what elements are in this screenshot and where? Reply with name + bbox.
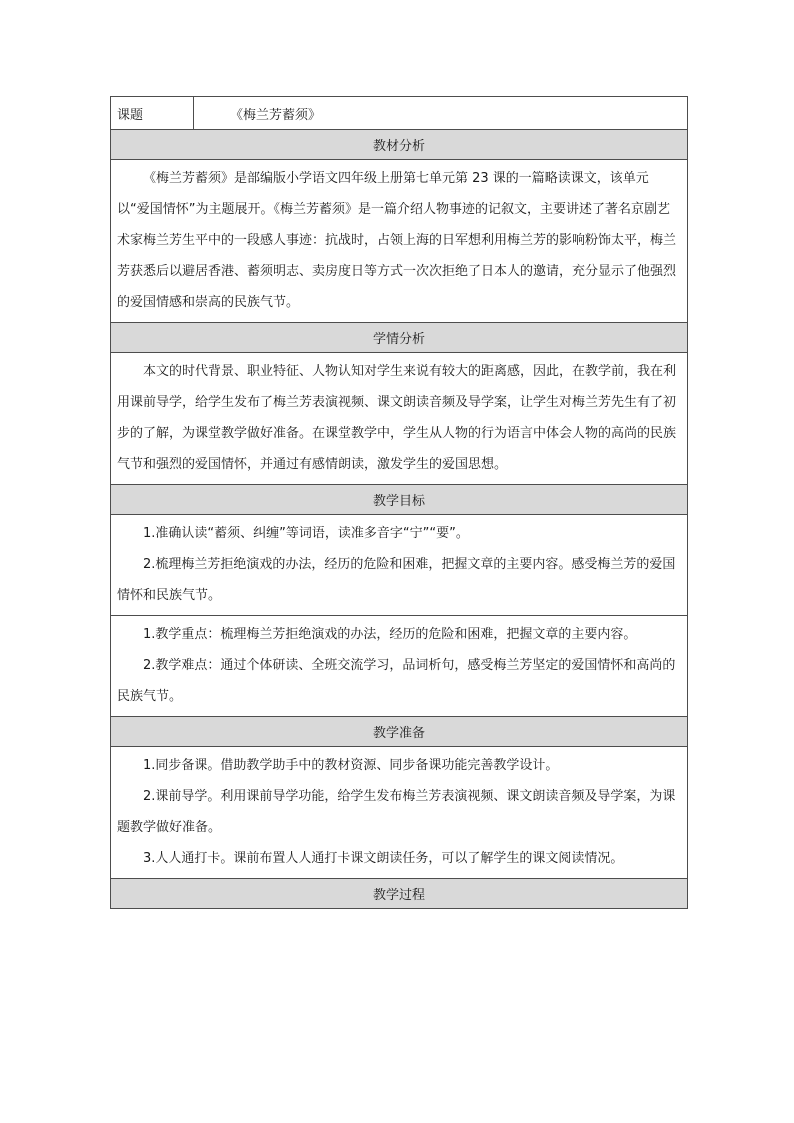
material-body: [111, 160, 688, 323]
goal-item-1: 1.准确认读“蓄须、纠缠”等词语，读准多音字“宁”“要”。: [143, 526, 469, 541]
goal-item-2: 2.梳理梅兰芳拒绝演戏的办法，经历的危险和困难，把握文章的主要内容。感受梅兰芳的爱国情怀和民族气节。: [117, 557, 676, 603]
prep-header-row: [111, 717, 688, 747]
title-row: [111, 97, 688, 130]
material-body-row: [111, 160, 688, 323]
students-body: [111, 353, 688, 485]
key-point-item: 1.教学重点：梳理梅兰芳拒绝演戏的办法，经历的危险和困难，把握文章的主要内容。: [143, 627, 637, 642]
prep-item-1: 1.同步备课。借助教学助手中的教材资源、同步备课功能完善教学设计。: [143, 758, 559, 773]
goals-body-row: [111, 515, 688, 616]
process-header: 教学过程: [111, 879, 688, 909]
students-header: 学情分析: [111, 323, 688, 353]
process-header-row: [111, 879, 688, 909]
keypoints-body: [111, 616, 688, 717]
lesson-plan-table: [110, 96, 688, 909]
material-header-row: [111, 130, 688, 160]
topic-label: 课题: [111, 97, 194, 130]
difficult-point-item: 2.教学难点：通过个体研读、全班交流学习，品词析句，感受梅兰芳坚定的爱国情怀和高尚的民族气节。: [117, 658, 676, 704]
lesson-title: 《梅兰芳蓄须》: [194, 97, 688, 130]
prep-item-2: 2.课前导学。利用课前导学功能，给学生发布梅兰芳表演视频、课文朗读音频及导学案，为课题教学做好准备。: [117, 789, 676, 835]
prep-item-3: 3.人人通打卡。课前布置人人通打卡课文朗读任务，可以了解学生的课文阅读情况。: [143, 851, 624, 866]
material-paragraph: 《梅兰芳蓄须》是部编版小学语文四年级上册第七单元第 23 课的一篇略读课文，该单元以“爱国情怀”为主题展开。《梅兰芳蓄须》是一篇介绍人物事迹的记叙文，主要讲述了著名京剧艺术家梅兰芳生平中的一段感人事迹：抗战时，占领上海的日军想利用梅兰芳的影响粉饰太平，梅兰芳获悉后以避居香港、蓄须明志、卖房度日等方式一次次拒绝了日本人的邀请，充分显示了他强烈的爱国情感和崇高的民族气节。: [117, 171, 677, 310]
students-body-row: [111, 353, 688, 485]
keypoints-body-row: [111, 616, 688, 717]
lesson-plan-document: [110, 96, 688, 909]
prep-body: [111, 747, 688, 879]
prep-header: 教学准备: [111, 717, 688, 747]
goals-body: [111, 515, 688, 616]
students-paragraph: 本文的时代背景、职业特征、人物认知对学生来说有较大的距离感，因此，在教学前，我在利用课前导学，给学生发布了梅兰芳表演视频、课文朗读音频及导学案，让学生对梅兰芳先生有了初步的了解，为课堂教学做好准备。在课堂教学中，学生从人物的行为语言中体会人物的高尚的民族气节和强烈的爱国情怀，并通过有感情朗读，激发学生的爱国思想。: [117, 364, 677, 472]
students-header-row: [111, 323, 688, 353]
goals-header-row: [111, 485, 688, 515]
material-header: 教材分析: [111, 130, 688, 160]
goals-header: 教学目标: [111, 485, 688, 515]
prep-body-row: [111, 747, 688, 879]
